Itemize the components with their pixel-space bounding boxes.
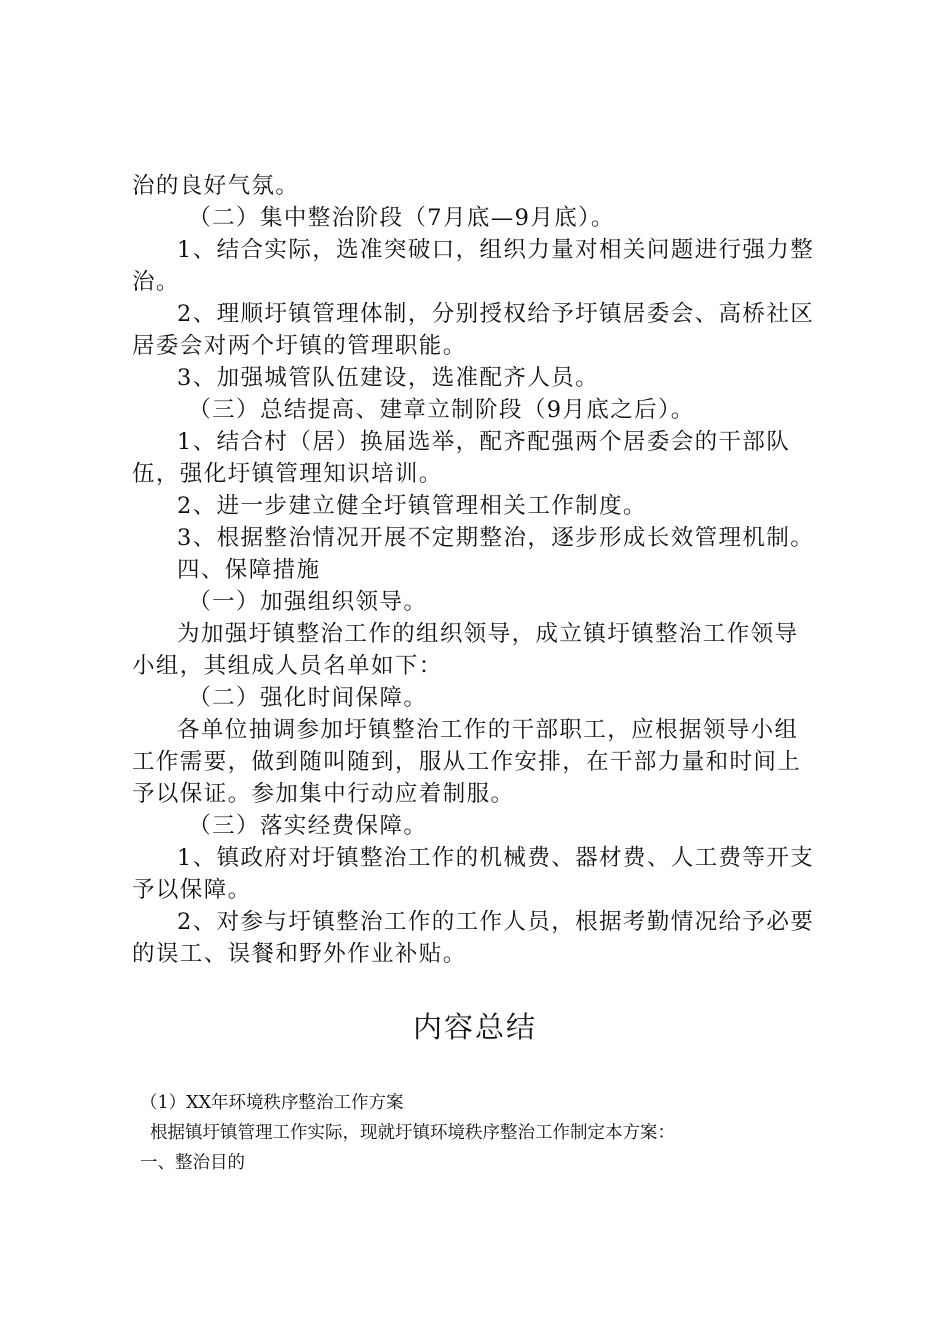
summary-line-2: 一、整治目的 xyxy=(140,1153,245,1173)
paragraph-11: 为加强圩镇整治工作的组织领导，成立镇圩镇整治工作领导小组，其组成人员名单如下： xyxy=(132,621,799,679)
paragraph-1: （二）集中整治阶段（7月底—9月底）。 xyxy=(188,205,615,231)
paragraph-5: （三）总结提高、建章立制阶段（9月底之后）。 xyxy=(188,397,695,423)
paragraph-3: 2、理顺圩镇管理体制，分别授权给予圩镇居委会、高桥社区居委会对两个圩镇的管理职能。 xyxy=(132,301,815,359)
paragraph-7: 2、进一步建立健全圩镇管理相关工作制度。 xyxy=(177,493,647,519)
paragraph-10: （一）加强组织领导。 xyxy=(188,589,428,615)
section-heading-4: 四、保障措施 xyxy=(177,557,321,583)
summary-line-1: 根据镇圩镇管理工作实际，现就圩镇环境秩序整治工作制定本方案： xyxy=(150,1123,675,1143)
paragraph-2: 1、结合实际，选准突破口，组织力量对相关问题进行强力整治。 xyxy=(132,237,815,295)
paragraph-0: 治的良好气氛。 xyxy=(132,173,300,199)
paragraph-15: 1、镇政府对圩镇整治工作的机械费、器材费、人工费等开支予以保障。 xyxy=(132,845,815,903)
summary-line-0: （1）XX年环境秩序整治工作方案 xyxy=(140,1093,404,1113)
paragraph-12: （二）强化时间保障。 xyxy=(188,685,428,711)
paragraph-16: 2、对参与圩镇整治工作的工作人员，根据考勤情况给予必要的误工、误餐和野外作业补贴。 xyxy=(132,909,815,967)
paragraph-8: 3、根据整治情况开展不定期整治，逐步形成长效管理机制。 xyxy=(177,525,815,551)
paragraph-14: （三）落实经费保障。 xyxy=(188,813,428,839)
paragraph-4: 3、加强城管队伍建设，选准配齐人员。 xyxy=(177,365,600,391)
summary-block xyxy=(140,1088,840,1178)
paragraph-13: 各单位抽调参加圩镇整治工作的干部职工，应根据领导小组工作需要，做到随叫随到，服从工作安排，在干部力量和时间上予以保证。参加集中行动应着制服。 xyxy=(132,717,802,807)
paragraph-6: 1、结合村（居）换届选举，配齐配强两个居委会的干部队伍，强化圩镇管理知识培训。 xyxy=(132,429,791,487)
summary-title: 内容总结 xyxy=(412,1010,537,1044)
document-body xyxy=(132,170,822,970)
